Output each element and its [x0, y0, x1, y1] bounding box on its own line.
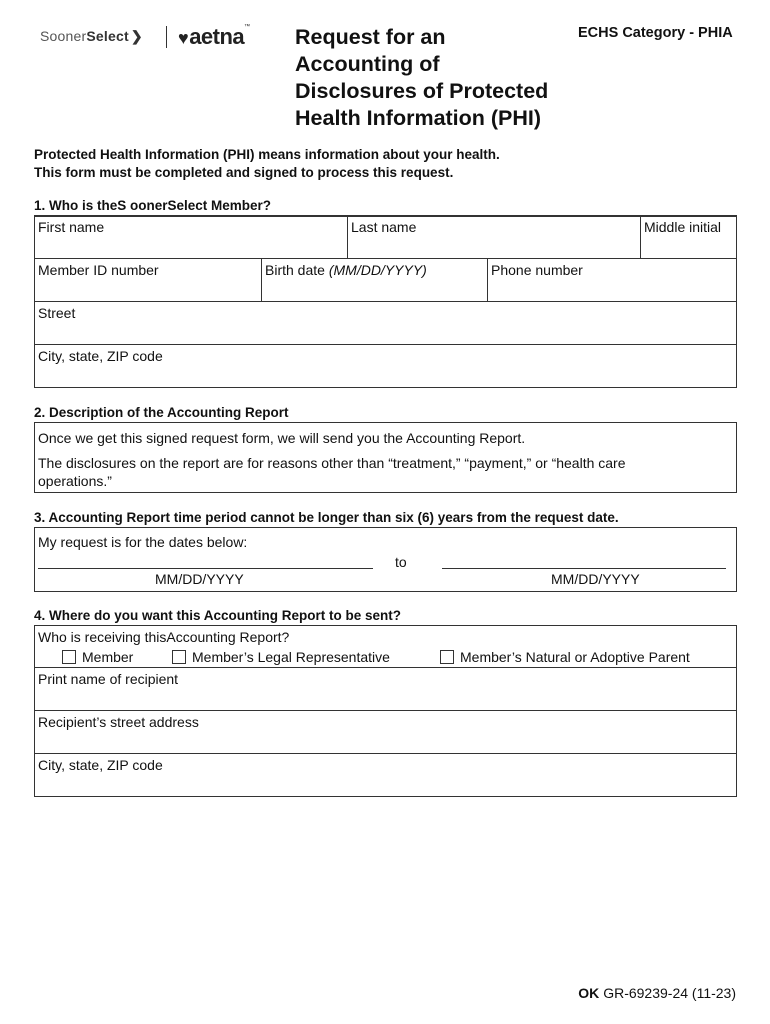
section-3-heading: 3. Accounting Report time period cannot be longer than six (6) years from the request date. [34, 510, 619, 525]
city-state-zip-label: City, state, ZIP code [38, 348, 163, 364]
phone-label: Phone number [491, 262, 583, 278]
option-member-label: Member [82, 649, 134, 665]
title-line-1: Request for an [295, 25, 446, 49]
intro-line-1: Protected Health Information (PHI) means information about your health. [34, 147, 500, 162]
birth-date-label: Birth date [265, 262, 329, 278]
parent-checkbox[interactable] [440, 650, 454, 664]
chevron-right-icon: ❯ [130, 28, 143, 44]
recipient-city-label: City, state, ZIP code [38, 757, 163, 773]
start-date-format: MM/DD/YYYY [155, 571, 244, 587]
aetna-logo [178, 24, 250, 50]
recipient-name-field[interactable] [34, 668, 737, 710]
legal-rep-checkbox[interactable] [172, 650, 186, 664]
member-checkbox[interactable] [62, 650, 76, 664]
middle-initial-label: Middle initial [644, 219, 722, 235]
heart-icon: ♥ [178, 28, 189, 48]
title-line-3: Disclosures of Protected [295, 79, 549, 103]
option-parent-label: Member’s Natural or Adoptive Parent [460, 649, 690, 665]
option-legal-rep-label: Member’s Legal Representative [192, 649, 390, 665]
aetna-logo-text: aetna [189, 24, 245, 49]
recipient-street-label: Recipient’s street address [38, 714, 199, 730]
recipient-name-label: Print name of recipient [38, 671, 179, 687]
section-4-heading: 4. Where do you want this Accounting Report to be sent? [34, 608, 402, 623]
last-name-label: Last name [351, 219, 417, 235]
first-name-label: First name [38, 219, 105, 235]
option-parent[interactable] [440, 649, 690, 665]
recipient-question: Who is receiving thisAccounting Report? [38, 629, 290, 645]
form-footer [578, 985, 736, 1001]
time-period-intro: My request is for the dates below: [38, 534, 248, 550]
section-2-heading: 2. Description of the Accounting Report [34, 405, 289, 420]
birth-date-field[interactable] [261, 259, 487, 301]
end-date-format: MM/DD/YYYY [551, 571, 640, 587]
trademark-icon: ™ [244, 24, 250, 30]
logo-select-text: Select [86, 28, 129, 44]
option-member[interactable] [62, 649, 133, 665]
last-name-field[interactable] [347, 216, 640, 258]
document-title [295, 24, 575, 132]
to-label: to [395, 554, 407, 570]
recipient-street-field[interactable] [34, 711, 737, 753]
logo-sooner-text: Sooner [40, 28, 87, 44]
birth-date-format: (MM/DD/YYYY) [328, 262, 427, 278]
category-label: ECHS Category - PHIA [578, 25, 733, 41]
street-label: Street [38, 305, 76, 321]
section-1-heading: 1. Who is theS oonerSelect Member? [34, 198, 272, 213]
phone-field[interactable] [487, 259, 737, 301]
description-para-2-line-1: The disclosures on the report are for reasons other than “treatment,” “payment,” or “health care [38, 455, 626, 471]
description-para-2-line-2: operations.” [38, 473, 112, 489]
description-para-1: Once we get this signed request form, we will send you the Accounting Report. [38, 430, 526, 446]
title-line-2: Accounting of [295, 52, 440, 76]
member-id-field[interactable] [34, 259, 261, 301]
footer-form-number: GR-69239-24 (11-23) [603, 985, 736, 1001]
title-line-4: Health Information (PHI) [295, 106, 542, 130]
middle-initial-field[interactable] [640, 216, 737, 258]
intro-text [34, 146, 500, 182]
footer-state: OK [578, 985, 600, 1001]
street-field[interactable] [34, 302, 737, 344]
intro-line-2: This form must be completed and signed to process this request. [34, 165, 454, 180]
member-id-label: Member ID number [38, 262, 159, 278]
option-legal-rep[interactable] [172, 649, 390, 665]
start-date-input[interactable] [38, 568, 373, 569]
soonerselect-logo [40, 28, 143, 45]
first-name-field[interactable] [34, 216, 347, 258]
logo-divider [166, 26, 167, 48]
end-date-input[interactable] [442, 568, 726, 569]
city-state-zip-field[interactable] [34, 345, 737, 387]
recipient-city-field[interactable] [34, 754, 737, 796]
